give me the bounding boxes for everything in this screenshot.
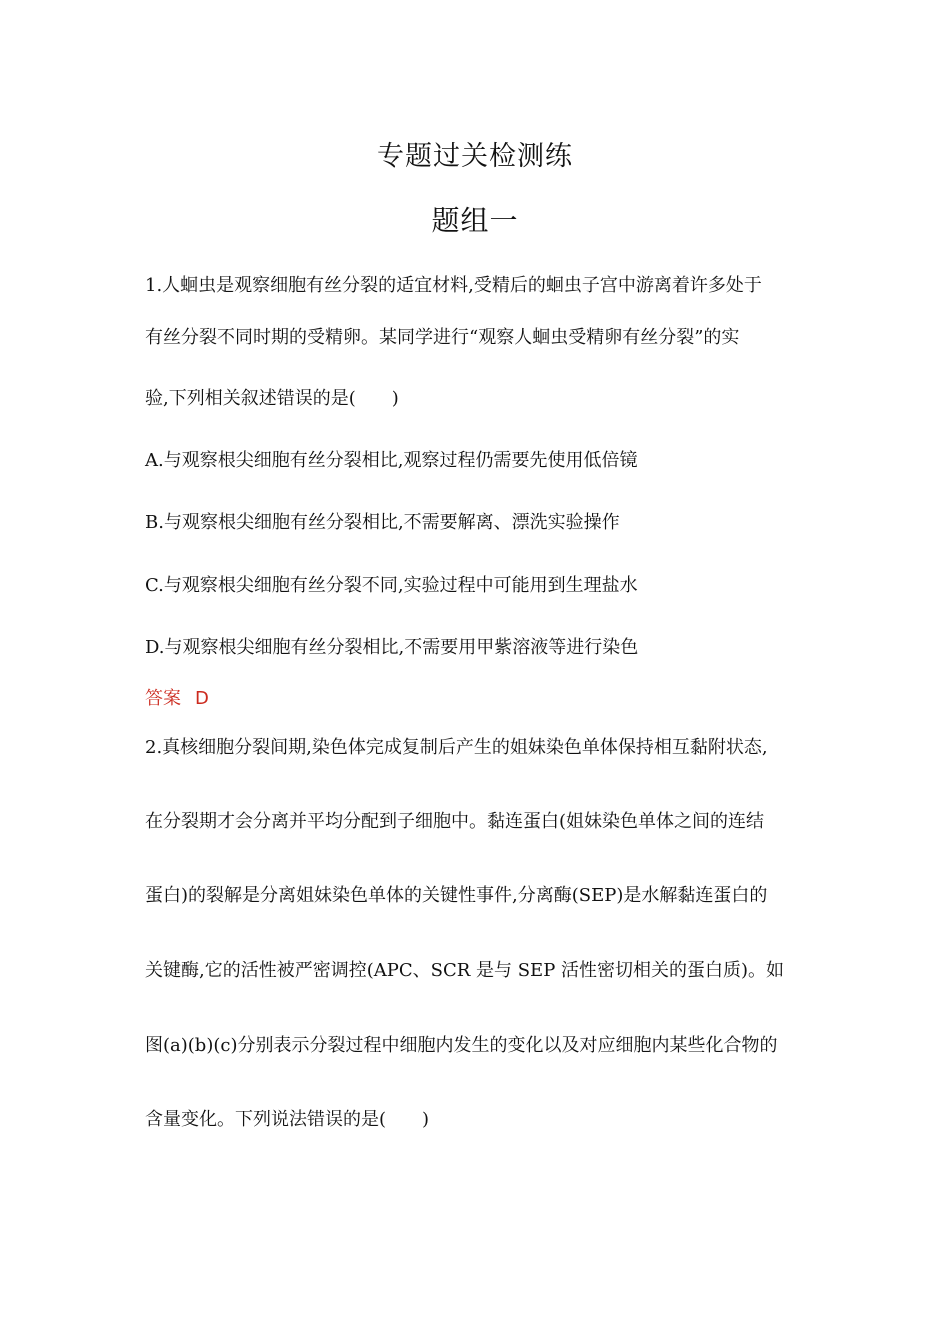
q1-stem-line-3: 验,下列相关叙述错误的是( ): [145, 388, 399, 409]
q2-stem-line-2: 在分裂期才会分离并平均分配到子细胞中。黏连蛋白(姐妹染色单体之间的连结: [145, 811, 765, 832]
q2-stem-line-4: 关键酶,它的活性被严密调控(APC、SCR 是与 SEP 活性密切相关的蛋白质)。如: [145, 960, 785, 981]
q2-stem-line-5: 图(a)(b)(c)分别表示分裂过程中细胞内发生的变化以及对应细胞内某些化合物的: [145, 1035, 778, 1056]
q2-stem-line-1: 2.真核细胞分裂间期,染色体完成复制后产生的姐妹染色单体保持相互黏附状态,: [145, 737, 768, 758]
page-title: 专题过关检测练: [377, 141, 573, 172]
answer-label: 答案: [145, 688, 181, 709]
section-title: 题组一: [431, 204, 519, 237]
q1-option-d: D.与观察根尖细胞有丝分裂相比,不需要用甲紫溶液等进行染色: [145, 637, 639, 658]
q1-answer: [145, 687, 209, 711]
q1-option-c: C.与观察根尖细胞有丝分裂不同,实验过程中可能用到生理盐水: [145, 575, 638, 596]
q2-stem-line-3: 蛋白)的裂解是分离姐妹染色单体的关键性事件,分离酶(SEP)是水解黏连蛋白的: [145, 885, 768, 906]
q1-option-a: A.与观察根尖细胞有丝分裂相比,观察过程仍需要先使用低倍镜: [145, 450, 638, 471]
q1-stem-line-2: 有丝分裂不同时期的受精卵。某同学进行“观察人蛔虫受精卵有丝分裂”的实: [145, 327, 740, 348]
answer-value: D: [195, 688, 209, 709]
q2-stem-line-6: 含量变化。下列说法错误的是( ): [145, 1109, 430, 1130]
q1-stem-line-1: 1.人蛔虫是观察细胞有丝分裂的适宜材料,受精后的蛔虫子宫中游离着许多处于: [145, 275, 762, 296]
q1-option-b: B.与观察根尖细胞有丝分裂相比,不需要解离、漂洗实验操作: [145, 512, 620, 533]
